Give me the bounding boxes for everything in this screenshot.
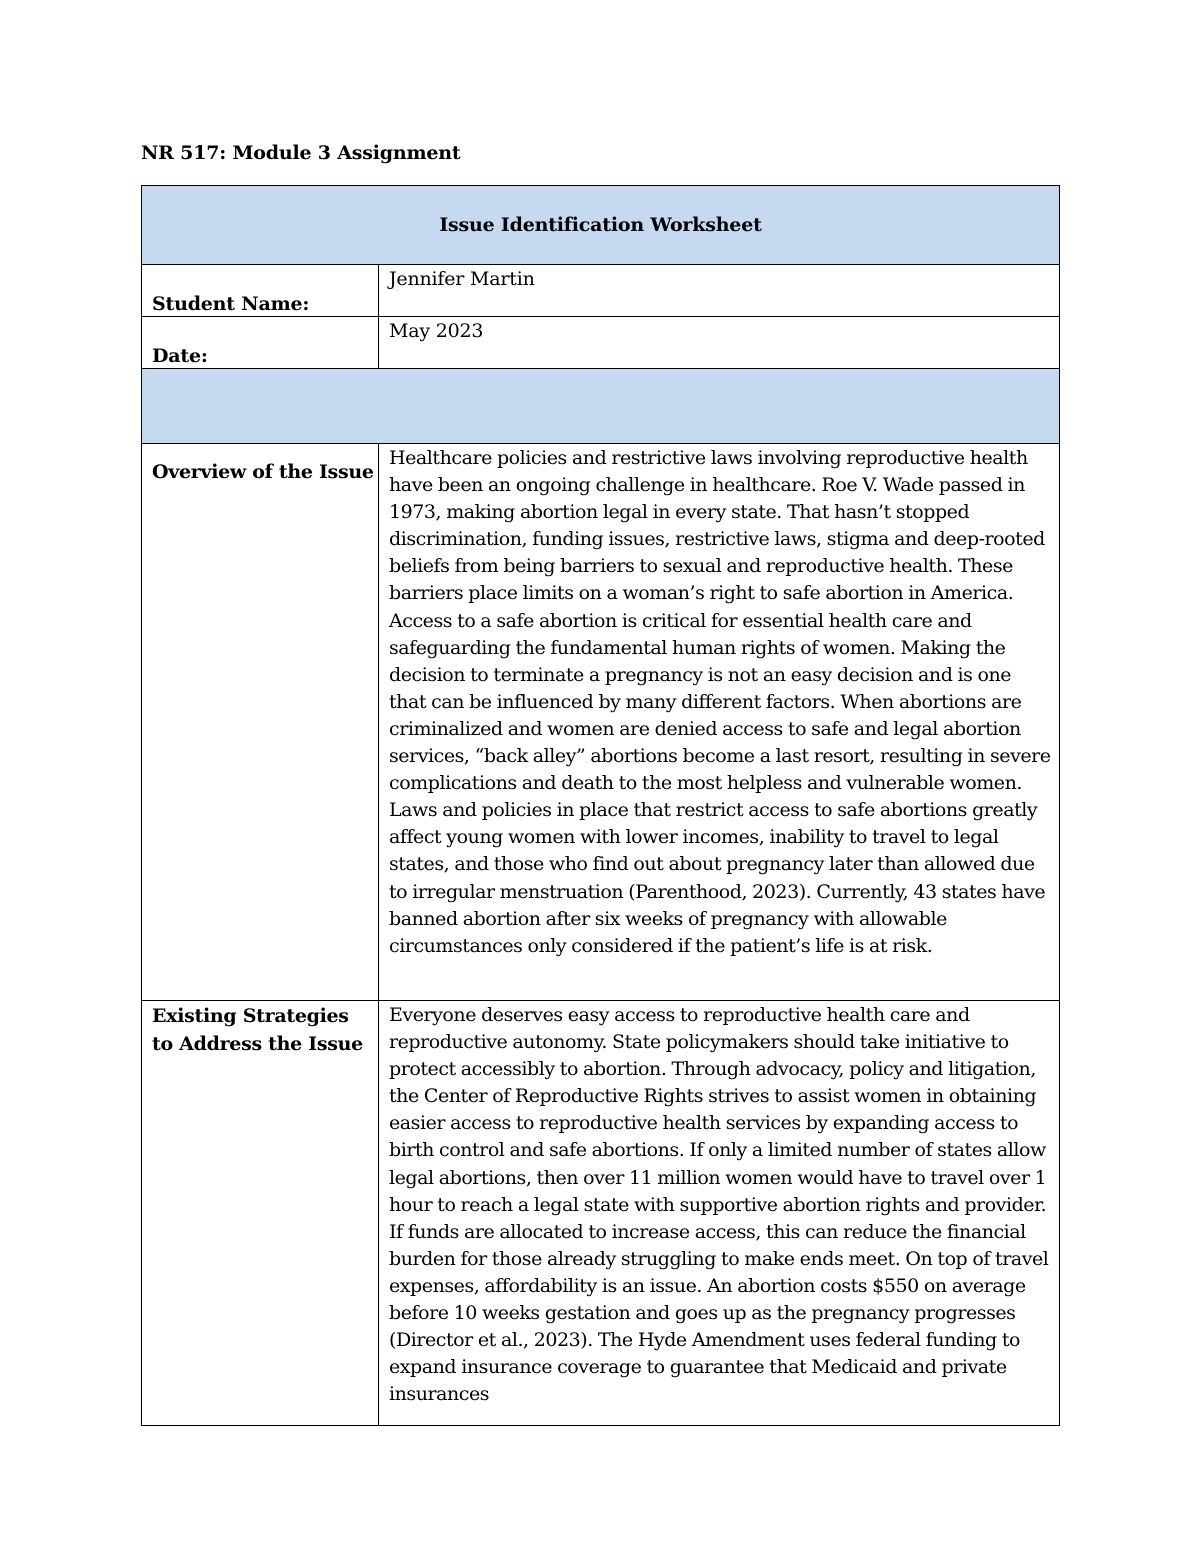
section-divider-band [142,369,1060,444]
overview-row [142,444,1060,1001]
date-label: Date: [152,345,208,367]
overview-label: Overview of the Issue [142,444,379,1001]
existing-strategies-label: Existing Strategies to Address the Issue [142,1001,379,1426]
student-name-row [142,265,1060,317]
date-label-cell [142,317,379,369]
document-title: NR 517: Module 3 Assignment [141,142,461,164]
date-value: May 2023 [379,317,1060,369]
existing-strategies-text [379,1001,1060,1426]
worksheet-header-row [142,186,1060,265]
issue-identification-worksheet [141,185,1060,1426]
worksheet-header: Issue Identification Worksheet [142,186,1060,265]
overview-paragraph: Healthcare policies and restrictive laws involving reproductive health have been an ongoing challenge in healthcare. Roe V. Wade passed in 1973, making abortion legal in every state. That hasn’t stopped discrimination, funding issues, restrictive laws, stigma and deep-rooted beliefs from being barriers to sexual and reproductive health. These barriers place limits on a woman’s right to safe abortion in America. Access to a safe abortion is critical for essential health care and safeguarding the fundamental human rights of women. Making the decision to terminate a pregnancy is not an easy decision and is one that can be influenced by many different factors. When abortions are criminalized and women are denied access to safe and legal abortion services, “back alley” abortions become a last resort, resulting in severe complications and death to the most helpless and vulnerable women. Laws and policies in place that restrict access to safe abortions greatly affect young women with lower incomes, inability to travel to legal states, and those who find out about pregnancy later than allowed due to irregular menstruation (Parenthood, 2023). Currently, 43 states have banned abortion after six weeks of pregnancy with allowable circumstances only considered if the patient’s life is at risk. [389,447,1051,957]
existing-strategies-row [142,1001,1060,1426]
student-name-label-cell [142,265,379,317]
section-divider-row [142,369,1060,444]
student-name-label: Student Name: [152,293,310,315]
existing-strategies-paragraph: Everyone deserves easy access to reproductive health care and reproductive autonomy. State policymakers should take initiative to protect accessibly to abortion. Through advocacy, policy and litigation, the Center of Reproductive Rights strives to assist women in obtaining easier access to reproductive health services by expanding access to birth control and safe abortions. If only a limited number of states allow legal abortions, then over 11 million women would have to travel over 1 hour to reach a legal state with supportive abortion rights and provider. If funds are allocated to increase access, this can reduce the financial burden for those already struggling to make ends meet. On top of travel expenses, affordability is an issue. An abortion costs $550 on average before 10 weeks gestation and goes up as the pregnancy progresses (Director et al., 2023). The Hyde Amendment uses federal funding to expand insurance coverage to guarantee that Medicaid and private insurances [389,1004,1049,1406]
student-name-value: Jennifer Martin [379,265,1060,317]
overview-text [379,444,1060,1001]
date-row [142,317,1060,369]
